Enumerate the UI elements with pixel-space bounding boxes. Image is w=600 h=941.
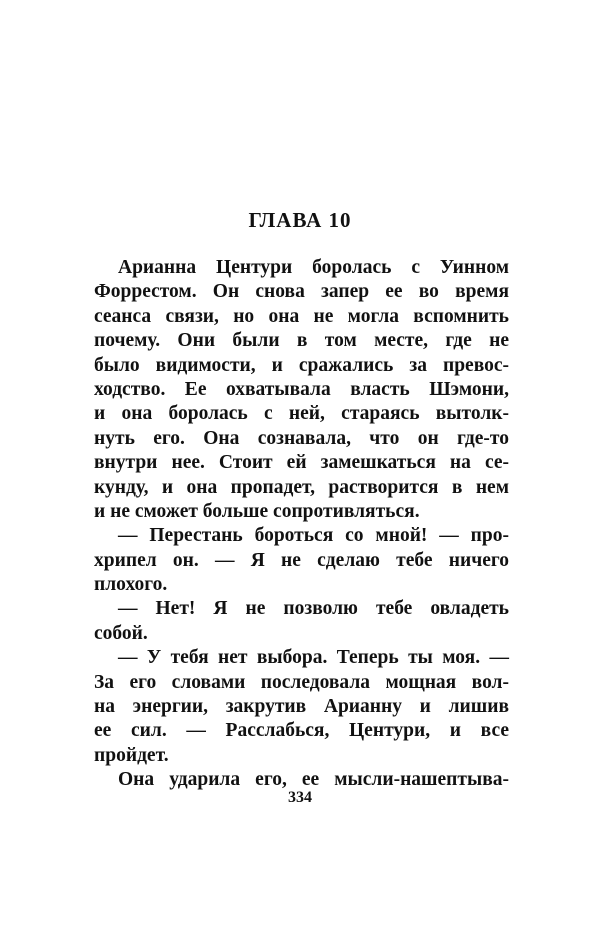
paragraph [94,256,509,524]
text-line: было видимости, и сражались за превос- [94,354,509,376]
text-line: ходство. Ее охватывала власть Шэмони, [94,378,509,400]
text-line: — У тебя нет выбора. Теперь ты моя. — [118,647,509,669]
text-line: — Перестань бороться со мной! — про- [118,525,509,547]
text-line: на энергии, закрутив Арианну и лишив [94,696,509,718]
text-line: За его словами последовала мощная вол- [94,671,509,693]
text-line: плохого. [94,574,168,596]
text-line: сеанса связи, но она не могла вспомнить [94,305,509,327]
text-line: почему. Они были в том месте, где не [94,330,509,352]
chapter-title: ГЛАВА 10 [248,208,352,232]
text-line: нуть его. Она сознавала, что он где-то [94,427,509,449]
text-line: ее сил. — Расслабься, Центури, и все [94,720,509,742]
page-number: 334 [288,789,312,806]
text-line: Арианна Центури боролась с Уинном [118,257,509,278]
text-line: и она боролась с ней, стараясь вытолк- [94,403,509,425]
text-line: и не сможет больше сопротивляться. [94,500,420,522]
text-line: — Нет! Я не позволю тебе овладеть [118,598,509,620]
paragraph [94,524,509,597]
text-line: внутри нее. Стоит ей замешкаться на се- [94,452,509,474]
text-line: Она ударила его, ее мысли-нашептыва- [118,769,509,791]
paragraph [94,597,509,646]
text-line: хрипел он. — Я не сделаю тебе ничего [94,549,509,571]
text-line: Форрестом. Он снова запер ее во время [94,281,509,303]
text-line: пройдет. [94,744,169,766]
body-text [94,256,509,793]
text-line: собой. [94,622,148,644]
paragraph [94,646,509,768]
text-line: кунду, и она пропадет, растворится в нем [94,476,509,498]
